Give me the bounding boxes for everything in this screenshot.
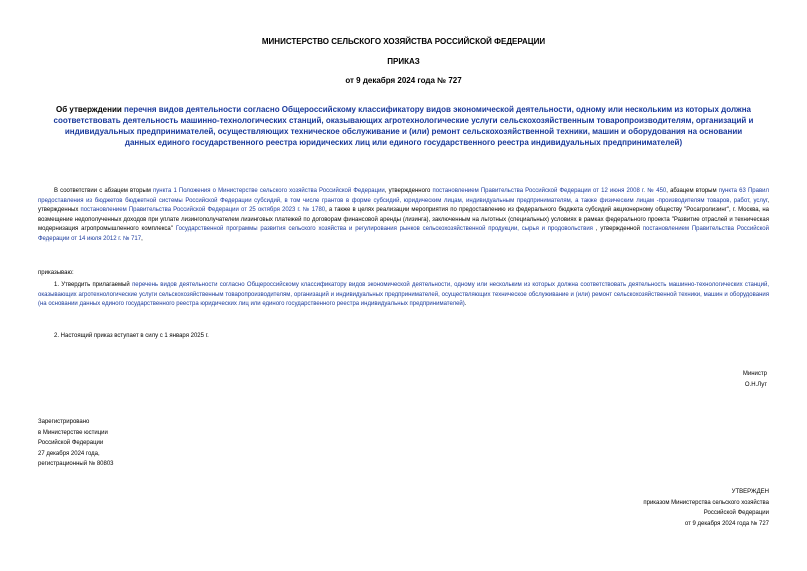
title-prefix: Об утверждении <box>56 105 124 114</box>
preamble-paragraph <box>38 187 769 245</box>
registration-line: Зарегистрировано <box>38 419 90 425</box>
preamble-link-6[interactable]: постановлением Правительства Российской Федерации от 14 июля 2012 г. № 717 <box>38 226 769 242</box>
preamble-link-2[interactable]: постановлением Правительства Российской Федерации от 12 июня 2008 г. № 450 <box>432 188 667 194</box>
signature-name: О.Н.Лут <box>744 382 767 388</box>
registration-line: Российской Федерации <box>38 440 104 446</box>
signature-position: Министр <box>742 371 767 377</box>
approval-line: Российской Федерации <box>703 510 769 516</box>
preamble-text-3: , абзацем вторым <box>666 188 719 194</box>
item-1-link[interactable]: перечень видов деятельности согласно Общероссийскому классификатору видов экономической деятельности, одному или нескольким из которых должна соответствовать деятельность машинно-технологических станций, оказывающих агротехнологические услуги сельскохозяйственным товаропроизводителям, организаций и индивидуальных предпринимателей, осуществляющих техническое обслуживание и (или) ремонт сельскохозяйственной техники, машин и оборудования (на основании данных единого государственного реестра юридических лиц или единого государственного реестра индивидуальных предпринимателей) <box>38 282 769 308</box>
preamble-text-2: , утвержденного <box>384 188 433 194</box>
preamble-text-6: , утвержденной <box>592 226 643 233</box>
preamble-text-7: , <box>141 235 143 242</box>
item-2-paragraph: 2. Настоящий приказ вступает в силу с 1 января 2025 г. <box>54 333 209 339</box>
approval-line: от 9 декабря 2024 года № 727 <box>684 520 769 527</box>
approval-heading: УТВЕРЖДЕН <box>731 489 769 495</box>
item-1-end: . <box>464 301 467 308</box>
item-1-text: 1. Утвердить прилагаемый <box>54 282 133 288</box>
registration-line: в Министерстве юстиции <box>38 429 108 436</box>
preamble-link-4[interactable]: постановлением Правительства Российской Федерации от 25 октября 2023 г. № 1780 <box>80 207 326 214</box>
preamble-link-3[interactable]: пункта 63 Правил предоставления из бюджетов бюджетной системы Российской Федерации субсидий, в том числе грантов в форме субсидий, юридическим лицам, индивидуальным предпринимателям, а также физическим лицам -производителям товаров, работ, услуг <box>38 188 769 204</box>
registration-line: регистрационный № 80803 <box>38 461 114 467</box>
title-link[interactable]: перечня видов деятельности согласно Общероссийскому классификатору видов экономической деятельности, одному или нескольким из которых должна соответствовать деятельность машинно-технологических станций, оказывающих агротехнологические услуги сельскохозяйственным товаропроизводителям, организаций и индивидуальных предпринимателей, осуществляющих техническое обслуживание и (или) ремонт сельскохозяйственной техники, машин и оборудования на основании данных единого государственного реестра юридических лиц или единого государственного реестра индивидуальных предпринимателей) <box>53 105 754 147</box>
registration-block <box>38 417 114 470</box>
preamble-link-5[interactable]: Государственной программы развития сельского хозяйства и регулирования рынков сельскохозяйственной продукции, сырья и продовольствия <box>175 226 593 233</box>
preamble-text-5: , а также в целях реализации мероприятия по предоставлению из федерального бюджета субсидий акционерному обществу "Росагролизинг", г. Москва, на возмещение недополученных доходов при уплате лизингополучателем лизинговых платежей по договорам финансовой аренды (лизинга), заключенным на льготных (специальных) условиях в рамках федерального проекта "Развитие отраслей и техническая модернизация агропромышленного комплекса" <box>38 207 769 233</box>
preamble-text-4: , утвержденных <box>38 197 769 214</box>
doc-type: ПРИКАЗ <box>387 57 420 66</box>
registration-line: 27 декабря 2024 года, <box>38 450 100 457</box>
orders-word: приказываю: <box>38 270 74 276</box>
ministry-name: МИНИСТЕРСТВО СЕЛЬСКОГО ХОЗЯЙСТВА РОССИЙСКОЙ ФЕДЕРАЦИИ <box>261 37 546 46</box>
item-1-paragraph <box>38 281 769 310</box>
approval-block <box>643 487 769 529</box>
preamble-text-1: В соответствии с абзацем вторым <box>54 188 154 194</box>
order-title <box>52 104 755 148</box>
approval-line: приказом Министерства сельского хозяйства <box>643 499 769 506</box>
preamble-link-1[interactable]: пункта 1 Положения о Министерстве сельского хозяйства Российской Федерации <box>153 188 385 194</box>
order-date-number: от 9 декабря 2024 года № 727 <box>345 76 462 85</box>
